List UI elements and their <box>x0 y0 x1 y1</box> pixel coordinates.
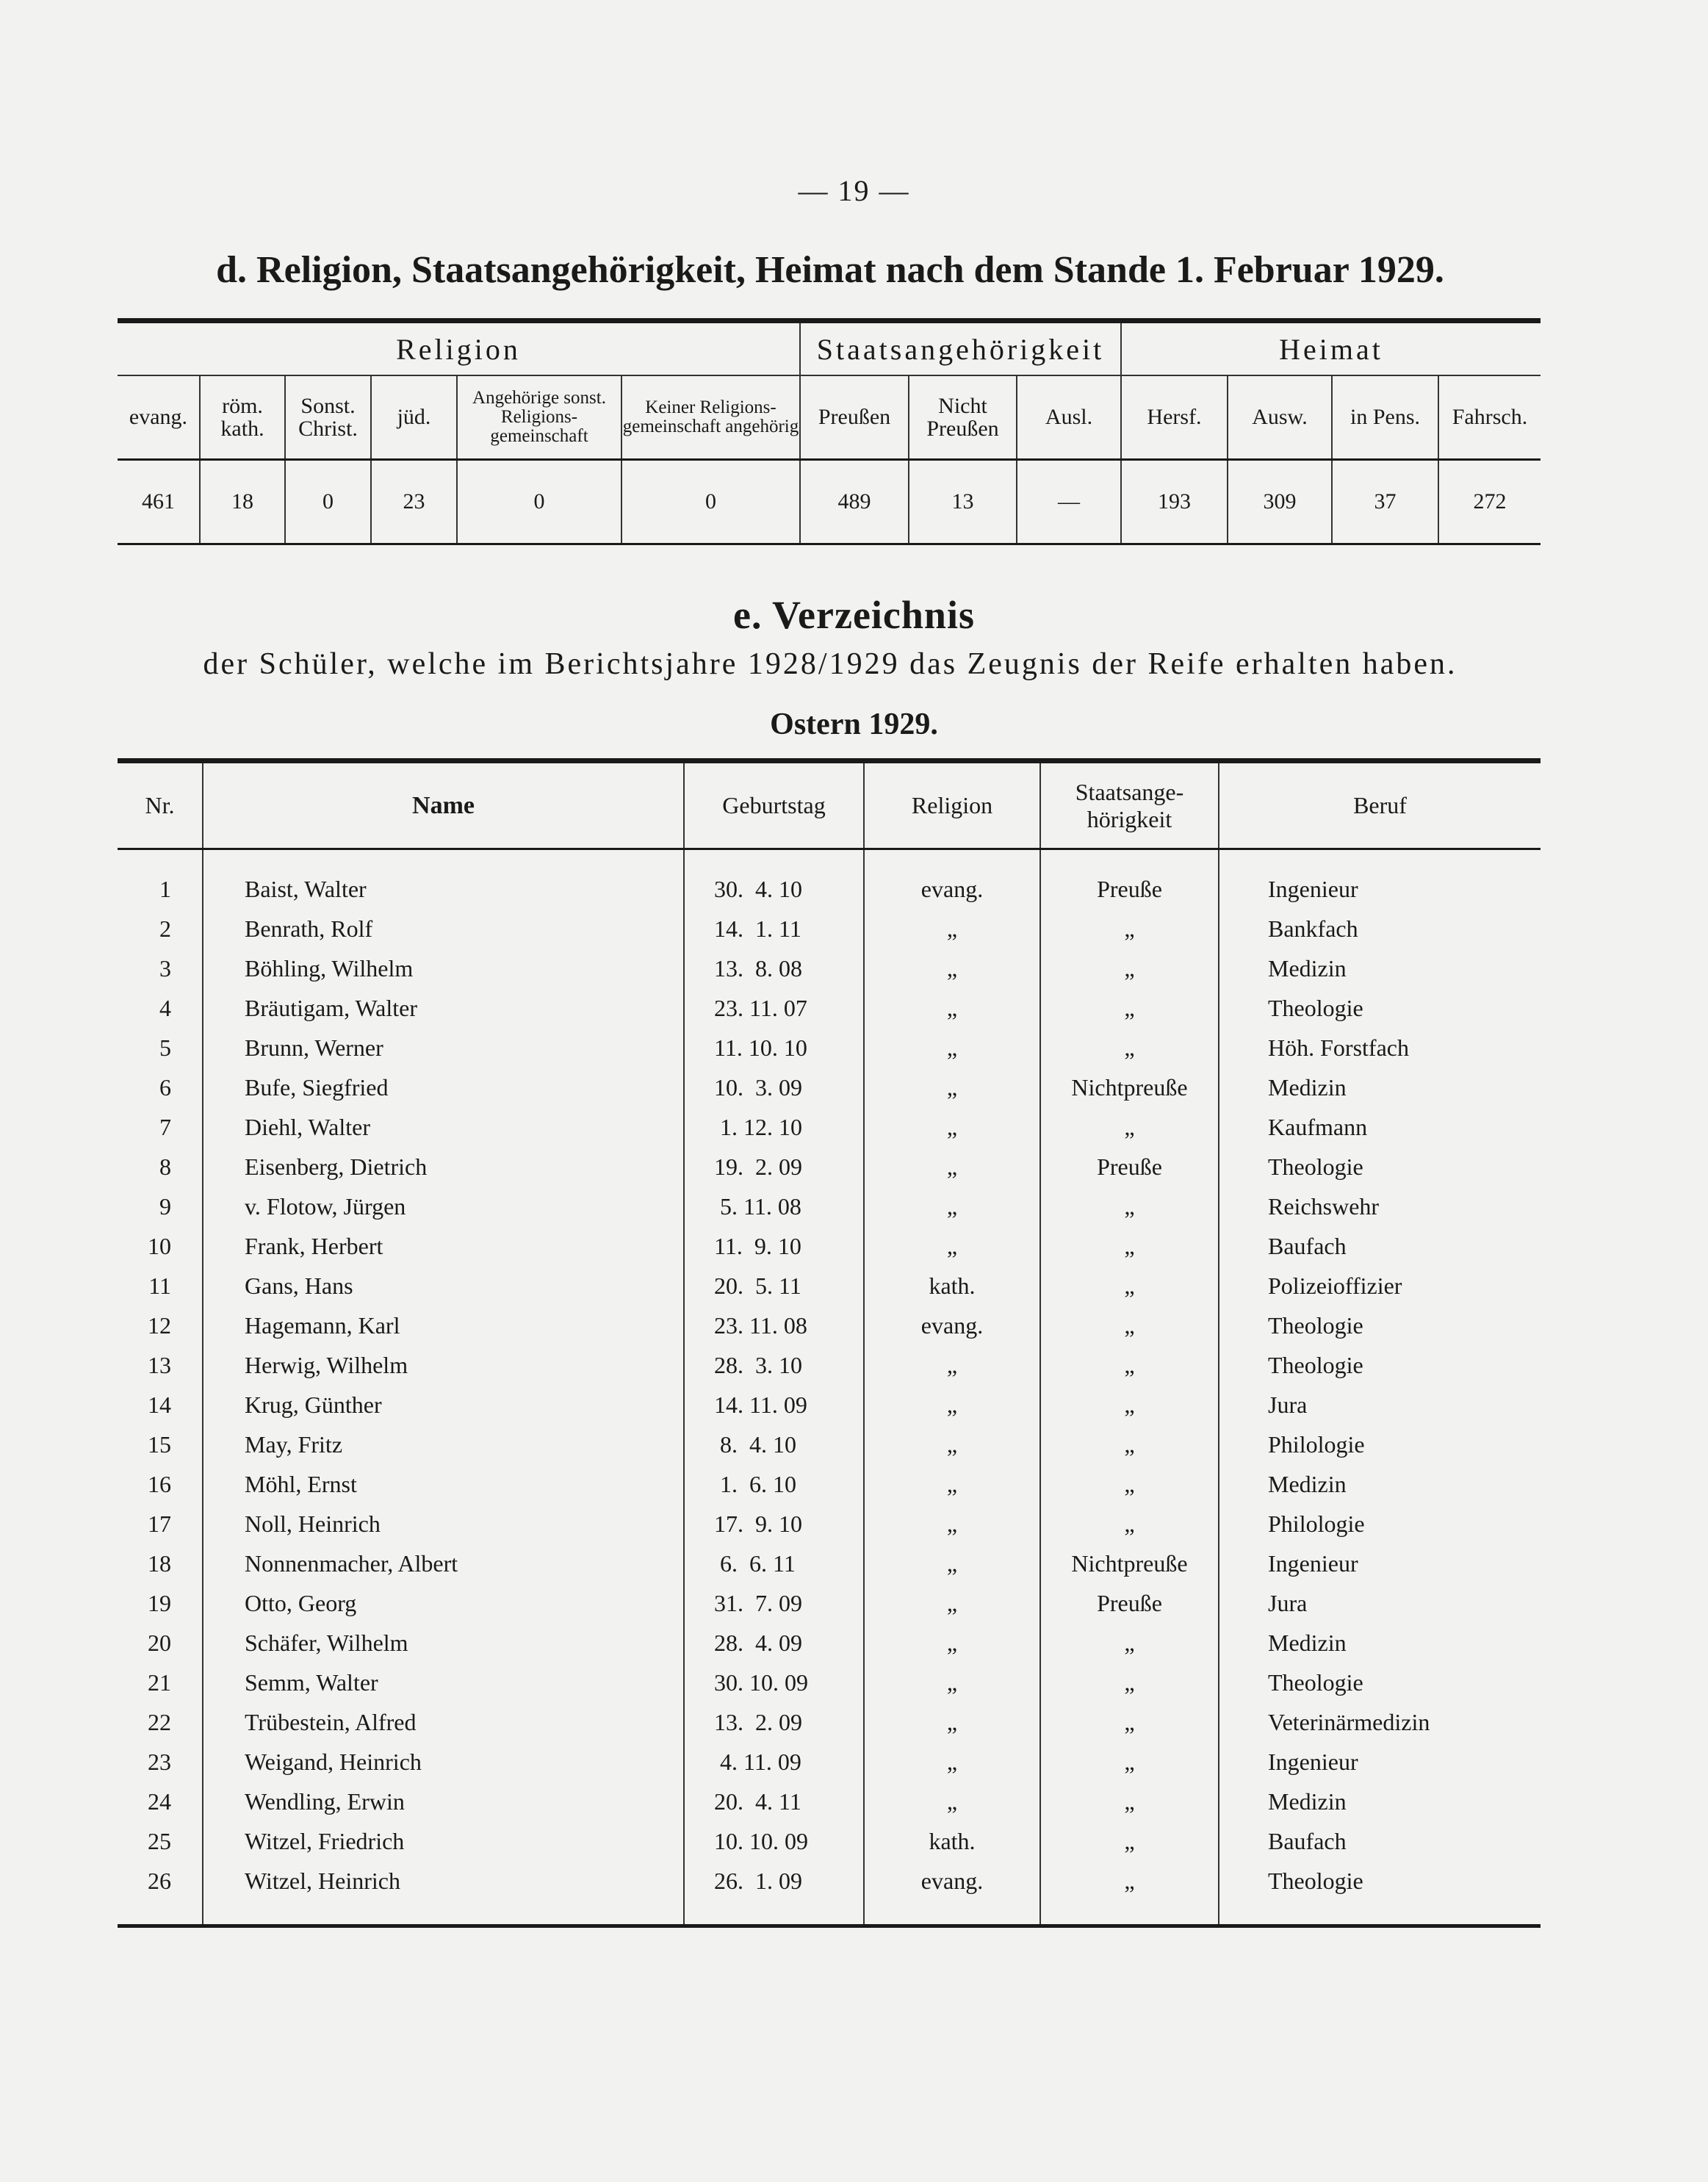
birth-date: 31. 7. 09 <box>684 1583 864 1623</box>
col-header-nationality: Staatsange-hörigkeit <box>1040 761 1219 849</box>
student-name: Herwig, Wilhelm <box>203 1345 684 1385</box>
profession-value: Philologie <box>1219 1504 1541 1544</box>
col-header: Preußen <box>800 375 909 460</box>
table-row <box>118 1742 1541 1782</box>
col-header: in Pens. <box>1332 375 1438 460</box>
col-header: Hersf. <box>1121 375 1228 460</box>
profession-value: Höh. Forstfach <box>1219 1028 1541 1067</box>
profession-value: Medizin <box>1219 1067 1541 1107</box>
section-e-title: e. Verzeichnis <box>733 593 975 637</box>
nationality-value: „ <box>1040 1504 1219 1544</box>
birth-date: 11. 9. 10 <box>684 1226 864 1266</box>
section-d-title: d. Religion, Staatsangehörigkeit, Heimat nach dem Stande 1. Februar 1929. <box>216 249 1444 291</box>
nationality-value: „ <box>1040 909 1219 948</box>
col-header: Angehörige sonst. Religions-gemeinschaft <box>457 375 621 460</box>
row-number: 18 <box>148 1549 171 1577</box>
row-number: 3 <box>159 954 171 982</box>
value-cell: 272 <box>1438 460 1541 544</box>
col-header: Keiner Religions-gemeinschaft angehörig <box>621 375 800 460</box>
birth-date: 11. 10. 10 <box>684 1028 864 1067</box>
row-number: 7 <box>159 1113 171 1140</box>
student-name: Gans, Hans <box>203 1266 684 1306</box>
religion-value: evang. <box>864 849 1040 910</box>
religion-value: „ <box>864 1107 1040 1147</box>
table-row <box>118 1583 1541 1623</box>
table-row <box>118 1544 1541 1583</box>
religion-value: „ <box>864 1147 1040 1187</box>
nationality-value: Nichtpreuße <box>1040 1067 1219 1107</box>
religion-value: „ <box>864 1226 1040 1266</box>
students-table <box>118 758 1541 1928</box>
value-cell: — <box>1017 460 1121 544</box>
row-number: 6 <box>159 1073 171 1101</box>
row-number: 4 <box>159 994 171 1021</box>
group-header-nationality: Staatsangehörigkeit <box>800 321 1121 376</box>
nationality-value: Preuße <box>1040 1583 1219 1623</box>
row-number: 22 <box>148 1708 171 1735</box>
birth-date: 1. 6. 10 <box>684 1464 864 1504</box>
religion-value: „ <box>864 1782 1040 1821</box>
religion-value: „ <box>864 1583 1040 1623</box>
nationality-value: Nichtpreuße <box>1040 1544 1219 1583</box>
student-name: Krug, Günther <box>203 1385 684 1425</box>
student-name: Benrath, Rolf <box>203 909 684 948</box>
religion-value: „ <box>864 1028 1040 1067</box>
student-name: Bufe, Siegfried <box>203 1067 684 1107</box>
value-cell: 0 <box>621 460 800 544</box>
table-row <box>118 1306 1541 1345</box>
student-name: Otto, Georg <box>203 1583 684 1623</box>
table-row <box>118 1226 1541 1266</box>
row-number: 5 <box>159 1034 171 1061</box>
student-name: Witzel, Friedrich <box>203 1821 684 1861</box>
nationality-value: „ <box>1040 1464 1219 1504</box>
religion-value: „ <box>864 948 1040 988</box>
birth-date: 20. 5. 11 <box>684 1266 864 1306</box>
group-header-religion: Religion <box>118 321 800 376</box>
nationality-value: „ <box>1040 1266 1219 1306</box>
row-number: 16 <box>148 1470 171 1497</box>
birth-date: 10. 10. 09 <box>684 1821 864 1861</box>
religion-value: „ <box>864 1702 1040 1742</box>
nationality-value: „ <box>1040 1663 1219 1702</box>
religion-value: „ <box>864 1504 1040 1544</box>
birth-date: 14. 11. 09 <box>684 1385 864 1425</box>
row-number: 8 <box>159 1153 171 1180</box>
student-name: Brunn, Werner <box>203 1028 684 1067</box>
nationality-value: „ <box>1040 1187 1219 1226</box>
student-name: Witzel, Heinrich <box>203 1861 684 1926</box>
religion-value: „ <box>864 1742 1040 1782</box>
student-name: Noll, Heinrich <box>203 1504 684 1544</box>
profession-value: Polizeioffizier <box>1219 1266 1541 1306</box>
value-cell: 37 <box>1332 460 1438 544</box>
value-cell: 18 <box>200 460 285 544</box>
col-header: evang. <box>118 375 200 460</box>
profession-value: Veterinärmedizin <box>1219 1702 1541 1742</box>
value-cell: 461 <box>142 489 175 514</box>
religion-value: „ <box>864 1663 1040 1702</box>
table-row <box>118 1623 1541 1663</box>
table-row <box>118 1385 1541 1425</box>
table-row <box>118 1187 1541 1226</box>
nationality-value: „ <box>1040 1782 1219 1821</box>
birth-date: 17. 9. 10 <box>684 1504 864 1544</box>
row-number: 9 <box>159 1192 171 1220</box>
religion-value: „ <box>864 1187 1040 1226</box>
value-cell: 13 <box>909 460 1017 544</box>
value-cell: 489 <box>800 460 909 544</box>
profession-value: Theologie <box>1219 1147 1541 1187</box>
value-cell: 0 <box>457 460 621 544</box>
row-number: 19 <box>148 1589 171 1616</box>
value-cell: 193 <box>1121 460 1228 544</box>
birth-date: 10. 3. 09 <box>684 1067 864 1107</box>
profession-value: Jura <box>1219 1583 1541 1623</box>
student-name: Trübestein, Alfred <box>203 1702 684 1742</box>
statistics-table <box>118 318 1541 545</box>
value-cell: 309 <box>1228 460 1332 544</box>
religion-value: „ <box>864 1345 1040 1385</box>
profession-value: Reichswehr <box>1219 1187 1541 1226</box>
row-number: 12 <box>148 1311 171 1339</box>
profession-value: Ingenieur <box>1219 849 1541 910</box>
row-number: 25 <box>148 1827 171 1854</box>
nationality-value: „ <box>1040 1742 1219 1782</box>
profession-value: Medizin <box>1219 1623 1541 1663</box>
nationality-value: Preuße <box>1040 1147 1219 1187</box>
profession-value: Philologie <box>1219 1425 1541 1464</box>
religion-value: kath. <box>864 1821 1040 1861</box>
birth-date: 23. 11. 08 <box>684 1306 864 1345</box>
birth-date: 13. 2. 09 <box>684 1702 864 1742</box>
student-name: Semm, Walter <box>203 1663 684 1702</box>
row-number: 23 <box>148 1748 171 1775</box>
student-name: Diehl, Walter <box>203 1107 684 1147</box>
religion-value: „ <box>864 1464 1040 1504</box>
profession-value: Baufach <box>1219 1821 1541 1861</box>
nationality-value: „ <box>1040 1028 1219 1067</box>
nationality-value: Preuße <box>1040 849 1219 910</box>
col-header: Ausw. <box>1228 375 1332 460</box>
profession-value: Medizin <box>1219 948 1541 988</box>
student-name: Weigand, Heinrich <box>203 1742 684 1782</box>
religion-value: kath. <box>864 1266 1040 1306</box>
nationality-value: „ <box>1040 1107 1219 1147</box>
religion-value: „ <box>864 909 1040 948</box>
value-cell: 0 <box>285 460 371 544</box>
student-name: Schäfer, Wilhelm <box>203 1623 684 1663</box>
col-header-religion: Religion <box>864 761 1040 849</box>
profession-value: Medizin <box>1219 1782 1541 1821</box>
nationality-value: „ <box>1040 1861 1219 1926</box>
religion-value: evang. <box>864 1306 1040 1345</box>
religion-value: „ <box>864 1544 1040 1583</box>
birth-date: 20. 4. 11 <box>684 1782 864 1821</box>
table-row <box>118 1861 1541 1926</box>
profession-value: Baufach <box>1219 1226 1541 1266</box>
birth-date: 4. 11. 09 <box>684 1742 864 1782</box>
table-row <box>118 909 1541 948</box>
col-header-birthdate: Geburtstag <box>684 761 864 849</box>
profession-value: Theologie <box>1219 1306 1541 1345</box>
profession-value: Ingenieur <box>1219 1742 1541 1782</box>
birth-date: 6. 6. 11 <box>684 1544 864 1583</box>
profession-value: Theologie <box>1219 1861 1541 1926</box>
birth-date: 26. 1. 09 <box>684 1861 864 1926</box>
col-header-nr: Nr. <box>118 761 203 849</box>
profession-value: Theologie <box>1219 988 1541 1028</box>
profession-value: Medizin <box>1219 1464 1541 1504</box>
birth-date: 30. 10. 09 <box>684 1663 864 1702</box>
student-name: Frank, Herbert <box>203 1226 684 1266</box>
birth-date: 28. 3. 10 <box>684 1345 864 1385</box>
student-name: Baist, Walter <box>203 849 684 910</box>
table-row <box>118 1663 1541 1702</box>
row-number: 11 <box>148 1272 171 1299</box>
nationality-value: „ <box>1040 988 1219 1028</box>
birth-date: 14. 1. 11 <box>684 909 864 948</box>
birth-date: 1. 12. 10 <box>684 1107 864 1147</box>
group-header-home: Heimat <box>1121 321 1541 376</box>
col-header-profession: Beruf <box>1219 761 1541 849</box>
row-number: 14 <box>148 1391 171 1418</box>
table-row <box>118 988 1541 1028</box>
row-number: 2 <box>159 915 171 942</box>
religion-value: „ <box>864 1067 1040 1107</box>
birth-date: 19. 2. 09 <box>684 1147 864 1187</box>
row-number: 1 <box>159 875 171 902</box>
table-row <box>118 1425 1541 1464</box>
table-row <box>118 1345 1541 1385</box>
row-number: 10 <box>148 1232 171 1259</box>
religion-value: „ <box>864 1425 1040 1464</box>
row-number: 20 <box>148 1629 171 1656</box>
profession-value: Ingenieur <box>1219 1544 1541 1583</box>
religion-value: „ <box>864 1385 1040 1425</box>
nationality-value: „ <box>1040 1345 1219 1385</box>
col-header-name: Name <box>203 761 684 849</box>
table-row <box>118 1821 1541 1861</box>
row-number: 15 <box>148 1430 171 1458</box>
student-name: v. Flotow, Jürgen <box>203 1187 684 1226</box>
student-name: Möhl, Ernst <box>203 1464 684 1504</box>
profession-value: Bankfach <box>1219 909 1541 948</box>
col-header: Ausl. <box>1017 375 1121 460</box>
student-name: Bräutigam, Walter <box>203 988 684 1028</box>
row-number: 13 <box>148 1351 171 1378</box>
religion-value: „ <box>864 1623 1040 1663</box>
nationality-value: „ <box>1040 1226 1219 1266</box>
col-header: Sonst. Christ. <box>285 375 371 460</box>
student-name: Hagemann, Karl <box>203 1306 684 1345</box>
section-e-heading: Ostern 1929. <box>770 707 938 741</box>
profession-value: Theologie <box>1219 1663 1541 1702</box>
table-row <box>118 1107 1541 1147</box>
nationality-value: „ <box>1040 1385 1219 1425</box>
table-row <box>118 849 1541 910</box>
birth-date: 30. 4. 10 <box>684 849 864 910</box>
col-header: röm. kath. <box>200 375 285 460</box>
page-number: — 19 — <box>798 174 910 207</box>
birth-date: 5. 11. 08 <box>684 1187 864 1226</box>
nationality-value: „ <box>1040 1425 1219 1464</box>
birth-date: 28. 4. 09 <box>684 1623 864 1663</box>
nationality-value: „ <box>1040 1702 1219 1742</box>
row-number: 24 <box>148 1787 171 1815</box>
table-row <box>118 1702 1541 1742</box>
birth-date: 13. 8. 08 <box>684 948 864 988</box>
col-header: jüd. <box>371 375 457 460</box>
table-row <box>118 1464 1541 1504</box>
table-row <box>118 1147 1541 1187</box>
section-e-subtitle: der Schüler, welche im Berichtsjahre 1928/1929 das Zeugnis der Reife erhalten haben. <box>203 647 1457 681</box>
student-name: Nonnenmacher, Albert <box>203 1544 684 1583</box>
table-row <box>118 1028 1541 1067</box>
nationality-value: „ <box>1040 1623 1219 1663</box>
value-cell: 23 <box>371 460 457 544</box>
birth-date: 8. 4. 10 <box>684 1425 864 1464</box>
student-name: Wendling, Erwin <box>203 1782 684 1821</box>
table-row <box>118 948 1541 988</box>
table-row <box>118 1067 1541 1107</box>
table-row <box>118 1782 1541 1821</box>
religion-value: „ <box>864 988 1040 1028</box>
religion-value: evang. <box>864 1861 1040 1926</box>
student-name: Böhling, Wilhelm <box>203 948 684 988</box>
profession-value: Jura <box>1219 1385 1541 1425</box>
table-row <box>118 1266 1541 1306</box>
col-header: Nicht Preußen <box>909 375 1017 460</box>
student-name: Eisenberg, Dietrich <box>203 1147 684 1187</box>
student-name: May, Fritz <box>203 1425 684 1464</box>
table-row <box>118 1504 1541 1544</box>
profession-value: Kaufmann <box>1219 1107 1541 1147</box>
nationality-value: „ <box>1040 1821 1219 1861</box>
profession-value: Theologie <box>1219 1345 1541 1385</box>
birth-date: 23. 11. 07 <box>684 988 864 1028</box>
nationality-value: „ <box>1040 948 1219 988</box>
row-number: 21 <box>148 1668 171 1696</box>
row-number: 26 <box>148 1867 171 1894</box>
row-number: 17 <box>148 1510 171 1537</box>
col-header: Fahrsch. <box>1438 375 1541 460</box>
nationality-value: „ <box>1040 1306 1219 1345</box>
